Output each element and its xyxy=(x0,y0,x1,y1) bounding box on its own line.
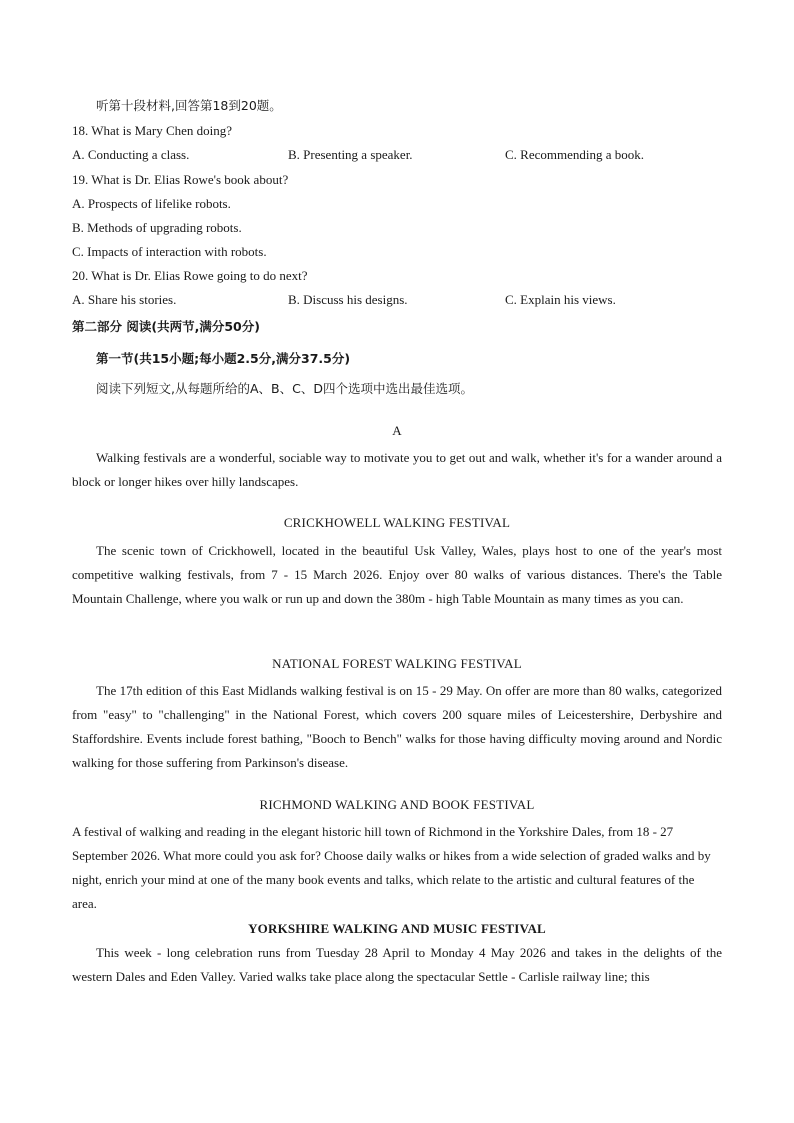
question-stem: 19. What is Dr. Elias Rowe's book about? xyxy=(72,172,289,187)
part-title: 第二部分 阅读(共两节,满分50分) xyxy=(72,319,260,334)
option-c: C. Recommending a book. xyxy=(505,147,645,162)
option-b: B. Discuss his designs. xyxy=(288,292,408,307)
festival-description: This week - long celebration runs from Tuesday 28 April to Monday 4 May 2026 and takes in the delights of the western Dales and Eden Valley. Varied walks take place along the spectacular Settle - Carlisle railway line; this xyxy=(72,945,722,984)
option-a: A. Share his stories. xyxy=(72,292,177,307)
option-b: B. Methods of upgrading robots. xyxy=(72,220,242,235)
option-a: A. Prospects of lifelike robots. xyxy=(72,196,231,211)
festival-heading: CRICKHOWELL WALKING FESTIVAL xyxy=(283,515,511,530)
festival-description: A festival of walking and reading in the elegant historic hill town of Richmond in the Yorkshire Dales, from 18 - 27 September 2026. What more could you ask for? Choose daily walks or hikes from a wide selection of graded walks and by night, enrich your mind at one of the many book events and talks, which relate to the artistic and cultural features of the area. xyxy=(72,824,711,911)
festival-description: The 17th edition of this East Midlands walking festival is on 15 - 29 May. On offer are more than 80 walks, categorized from "easy" to "challenging" in the National Forest, which covers 200 square miles of Leicestershire, Derbyshire and Staffordshire. Events include forest bathing, "Booch to Bench" walks for those having difficulty moving around and Nordic walking for those suffering from Parkinson's disease. xyxy=(72,683,722,770)
option-b: B. Presenting a speaker. xyxy=(288,147,413,162)
festival-heading: RICHMOND WALKING AND BOOK FESTIVAL xyxy=(259,797,535,812)
listening-instruction: 听第十段材料,回答第18到20题。 xyxy=(96,98,282,113)
festival-heading: YORKSHIRE WALKING AND MUSIC FESTIVAL xyxy=(248,921,546,936)
option-c: C. Explain his views. xyxy=(505,292,616,307)
question-stem: 20. What is Dr. Elias Rowe going to do next? xyxy=(72,268,308,283)
passage-letter: A xyxy=(392,423,402,438)
option-c: C. Impacts of interaction with robots. xyxy=(72,244,267,259)
question-stem: 18. What is Mary Chen doing? xyxy=(72,123,233,138)
option-a: A. Conducting a class. xyxy=(72,147,190,162)
section-title: 第一节(共15小题;每小题2.5分,满分37.5分) xyxy=(96,351,351,366)
reading-instruction: 阅读下列短文,从每题所给的A、B、C、D四个选项中选出最佳选项。 xyxy=(96,381,473,396)
festival-description: The scenic town of Crickhowell, located in the beautiful Usk Valley, Wales, plays host to one of the year's most competitive walking festivals, from 7 - 15 March 2026. Enjoy over 80 walks of various distances. There's the Table Mountain Challenge, where you walk or run up and down the 380m - high Table Mountain as many times as you can. xyxy=(72,543,722,606)
festival-heading: NATIONAL FOREST WALKING FESTIVAL xyxy=(272,656,522,671)
passage-intro: Walking festivals are a wonderful, sociable way to motivate you to get out and walk, whether it's for a wander around a block or longer hikes over hilly landscapes. xyxy=(72,450,722,489)
